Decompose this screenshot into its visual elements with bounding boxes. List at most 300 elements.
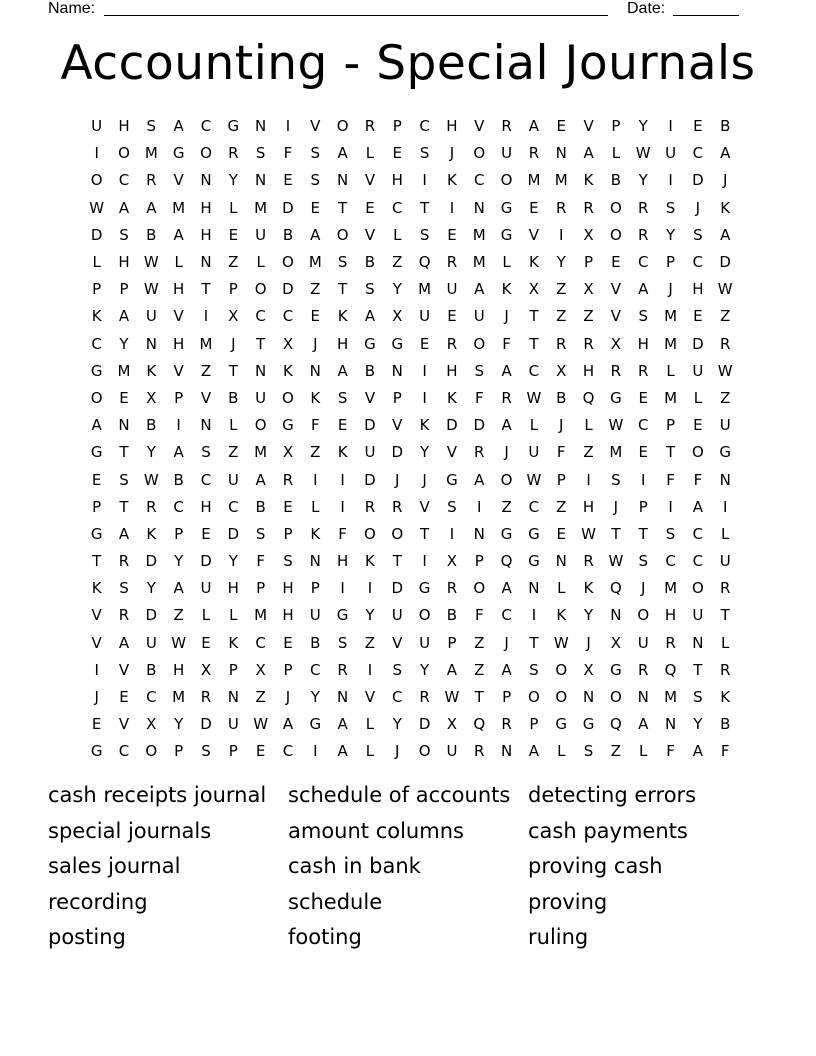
- date-label: Date:: [627, 0, 666, 17]
- grid-letter: O: [691, 443, 704, 462]
- grid-letter: B: [610, 171, 622, 190]
- grid-letter: Z: [392, 253, 403, 272]
- grid-letter: X: [282, 334, 294, 353]
- grid-letter: C: [637, 253, 649, 272]
- grid-letter: I: [422, 552, 427, 571]
- grid-letter: P: [392, 388, 402, 407]
- grid-letter: P: [474, 552, 484, 571]
- grid-letter: Y: [228, 171, 238, 190]
- grid-letter: C: [474, 171, 485, 190]
- grid-letter: R: [583, 552, 594, 571]
- grid-letter: P: [502, 688, 512, 707]
- grid-letter: U: [692, 606, 704, 625]
- grid-letter: G: [500, 198, 513, 217]
- grid-letter: D: [364, 470, 376, 489]
- grid-letter: O: [364, 524, 376, 543]
- grid-letter: D: [227, 524, 240, 543]
- grid-letter: Z: [556, 307, 567, 326]
- grid-letter: L: [201, 606, 211, 625]
- grid-letter: M: [254, 606, 268, 625]
- grid-letter: N: [255, 117, 267, 136]
- grid-letter: G: [582, 715, 595, 734]
- grid-letter: I: [94, 660, 99, 679]
- grid-letter: H: [446, 117, 458, 136]
- grid-letter: R: [419, 688, 430, 707]
- grid-letter: P: [283, 660, 293, 679]
- grid-letter: Y: [392, 280, 402, 299]
- grid-row: [83, 113, 739, 140]
- grid-letter: C: [200, 117, 212, 136]
- grid-letter: S: [474, 361, 485, 380]
- grid-letter: W: [444, 688, 460, 707]
- grid-letter: T: [665, 443, 676, 462]
- grid-letter: U: [446, 742, 458, 761]
- grid-letter: G: [336, 606, 349, 625]
- grid-letter: K: [501, 280, 512, 299]
- grid-letter: C: [146, 688, 157, 707]
- grid-letter: R: [665, 633, 676, 652]
- grid-letter: O: [254, 280, 267, 299]
- grid-letter: O: [254, 416, 267, 435]
- grid-letter: T: [392, 552, 402, 571]
- grid-letter: P: [92, 497, 102, 516]
- grid-letter: O: [500, 470, 513, 489]
- grid-letter: N: [145, 334, 157, 353]
- grid-letter: N: [309, 361, 321, 380]
- grid-letter: H: [446, 361, 458, 380]
- grid-letter: G: [282, 416, 294, 435]
- word-list-item: detecting errors: [528, 783, 697, 807]
- grid-letter: W: [526, 470, 542, 489]
- grid-letter: A: [720, 144, 731, 163]
- grid-letter: T: [611, 524, 621, 543]
- grid-letter: Y: [693, 715, 703, 734]
- grid-letter: U: [91, 117, 103, 136]
- grid-letter: I: [176, 416, 181, 435]
- grid-letter: R: [719, 334, 731, 353]
- grid-letter: A: [118, 307, 130, 326]
- grid-letter: E: [228, 225, 239, 244]
- grid-letter: T: [529, 633, 539, 652]
- grid-letter: O: [609, 225, 622, 244]
- grid-letter: U: [665, 144, 677, 163]
- grid-letter: D: [145, 606, 158, 625]
- grid-letter: N: [637, 688, 649, 707]
- grid-letter: F: [556, 443, 566, 462]
- grid-letter: L: [229, 416, 238, 435]
- grid-letter: K: [146, 524, 157, 543]
- grid-letter: C: [637, 416, 649, 435]
- grid-letter: C: [118, 742, 130, 761]
- name-blank-line: [104, 15, 608, 16]
- grid-letter: B: [310, 633, 321, 652]
- grid-letter: A: [364, 307, 376, 326]
- grid-letter: Z: [228, 443, 239, 462]
- grid-letter: F: [338, 524, 347, 543]
- grid-letter: M: [199, 334, 213, 353]
- grid-letter: S: [255, 524, 266, 543]
- grid-letter: Z: [556, 497, 567, 516]
- grid-letter: J: [504, 633, 509, 652]
- grid-letter: H: [336, 552, 349, 571]
- grid-letter: O: [418, 606, 431, 625]
- grid-letter: R: [501, 715, 512, 734]
- grid-letter: K: [91, 579, 102, 598]
- grid-letter: H: [200, 198, 212, 217]
- grid-letter: Y: [228, 552, 238, 571]
- grid-letter: L: [557, 742, 566, 761]
- grid-letter: A: [583, 144, 594, 163]
- grid-letter: O: [609, 198, 622, 217]
- grid-letter: L: [174, 253, 183, 272]
- grid-letter: K: [556, 606, 567, 625]
- grid-letter: V: [173, 307, 184, 326]
- grid-letter: K: [146, 361, 157, 380]
- grid-letter: M: [554, 171, 568, 190]
- grid-letter: D: [282, 280, 294, 299]
- grid-letter: M: [664, 688, 678, 707]
- word-list-item: special journals: [48, 818, 212, 843]
- grid-letter: S: [447, 497, 457, 516]
- grid-letter: V: [583, 117, 594, 136]
- grid-letter: U: [364, 443, 376, 462]
- grid-letter: J: [94, 688, 99, 707]
- grid-letter: R: [118, 606, 130, 625]
- grid-letter: V: [528, 225, 540, 244]
- grid-letter: K: [337, 443, 348, 462]
- grid-letter: Z: [583, 443, 594, 462]
- grid-letter: M: [418, 280, 432, 299]
- grid-letter: I: [531, 606, 537, 625]
- grid-letter: B: [146, 225, 157, 244]
- grid-letter: X: [446, 715, 458, 734]
- grid-letter: V: [392, 416, 403, 435]
- grid-letter: E: [119, 388, 129, 407]
- grid-letter: B: [255, 497, 266, 516]
- grid-letter: D: [391, 579, 404, 598]
- grid-letter: E: [283, 497, 293, 516]
- grid-letter: D: [719, 253, 731, 272]
- grid-letter: V: [118, 715, 130, 734]
- grid-letter: R: [446, 253, 458, 272]
- grid-letter: K: [337, 307, 348, 326]
- grid-letter: Z: [255, 688, 266, 707]
- grid-letter: I: [340, 579, 345, 598]
- grid-letter: E: [447, 225, 457, 244]
- grid-letter: B: [282, 225, 294, 244]
- grid-letter: D: [364, 416, 376, 435]
- grid-letter: T: [720, 606, 730, 625]
- grid-letter: S: [283, 552, 293, 571]
- grid-letter: T: [228, 361, 238, 380]
- grid-letter: V: [200, 388, 212, 407]
- grid-letter: N: [227, 688, 239, 707]
- grid-letter: F: [474, 606, 484, 625]
- grid-letter: J: [559, 416, 564, 435]
- grid-letter: Y: [420, 660, 430, 679]
- grid-letter: I: [313, 742, 318, 761]
- grid-letter: K: [447, 388, 457, 407]
- grid-letter: I: [449, 524, 455, 543]
- grid-letter: P: [392, 117, 402, 136]
- grid-letter: N: [473, 524, 485, 543]
- grid-letter: A: [282, 715, 294, 734]
- grid-letter: O: [473, 334, 486, 353]
- grid-letter: J: [722, 171, 728, 190]
- word-list-item: amount columns: [288, 818, 464, 843]
- grid-letter: D: [692, 171, 704, 190]
- grid-letter: U: [419, 633, 431, 652]
- header: [48, 0, 748, 20]
- grid-letter: P: [119, 280, 129, 299]
- grid-letter: E: [638, 388, 648, 407]
- grid-letter: H: [200, 225, 212, 244]
- grid-letter: L: [256, 253, 265, 272]
- grid-letter: F: [502, 334, 511, 353]
- grid-letter: J: [613, 497, 619, 516]
- grid-letter: D: [446, 416, 458, 435]
- grid-letter: N: [337, 171, 349, 190]
- grid-letter: U: [719, 416, 731, 435]
- grid-letter: W: [143, 280, 159, 299]
- grid-letter: Y: [174, 715, 184, 734]
- grid-letter: N: [309, 552, 321, 571]
- grid-letter: V: [364, 171, 376, 190]
- grid-letter: H: [391, 171, 403, 190]
- grid-letter: F: [310, 416, 320, 435]
- grid-letter: C: [118, 171, 130, 190]
- grid-letter: C: [692, 253, 704, 272]
- grid-letter: J: [313, 334, 318, 353]
- grid-letter: Y: [146, 579, 156, 598]
- grid-letter: I: [367, 660, 373, 679]
- grid-letter: A: [146, 198, 157, 217]
- grid-letter: H: [200, 497, 212, 516]
- grid-letter: I: [422, 388, 427, 407]
- grid-letter: C: [528, 361, 540, 380]
- grid-letter: I: [668, 117, 673, 136]
- grid-letter: I: [722, 497, 728, 516]
- grid-letter: H: [173, 334, 185, 353]
- grid-letter: L: [584, 416, 593, 435]
- grid-letter: L: [311, 497, 320, 516]
- grid-letter: Q: [582, 388, 595, 407]
- grid-letter: E: [255, 742, 266, 761]
- grid-letter: T: [119, 497, 129, 516]
- grid-letter: Z: [610, 742, 622, 761]
- grid-letter: Y: [119, 334, 129, 353]
- grid-row: [83, 222, 739, 249]
- grid-letter: G: [528, 524, 540, 543]
- grid-letter: X: [200, 660, 212, 679]
- grid-letter: H: [173, 280, 185, 299]
- grid-letter: A: [337, 144, 348, 163]
- grid-letter: Z: [583, 307, 594, 326]
- date-blank-line: [673, 15, 739, 16]
- grid-row: [83, 358, 739, 385]
- grid-letter: C: [282, 742, 294, 761]
- grid-letter: G: [227, 117, 240, 136]
- grid-letter: G: [309, 715, 322, 734]
- grid-letter: T: [338, 198, 348, 217]
- grid-letter: P: [529, 715, 539, 734]
- grid-letter: Z: [228, 253, 239, 272]
- grid-letter: P: [447, 633, 457, 652]
- grid-letter: A: [337, 742, 348, 761]
- grid-letter: T: [256, 334, 266, 353]
- grid-letter: O: [200, 144, 212, 163]
- grid-letter: H: [637, 334, 649, 353]
- grid-letter: C: [392, 688, 403, 707]
- grid-letter: S: [337, 633, 348, 652]
- grid-letter: W: [635, 144, 651, 163]
- grid-row: [83, 412, 739, 439]
- grid-letter: X: [583, 660, 594, 679]
- grid-letter: M: [609, 443, 623, 462]
- grid-letter: M: [664, 334, 678, 353]
- grid-letter: V: [173, 361, 184, 380]
- grid-letter: G: [391, 334, 404, 353]
- word-list-item: sales journal: [48, 854, 181, 878]
- grid-letter: R: [446, 334, 458, 353]
- grid-letter: I: [94, 144, 99, 163]
- grid-letter: W: [89, 198, 105, 217]
- grid-letter: Y: [420, 443, 430, 462]
- grid-letter: W: [253, 715, 269, 734]
- grid-letter: K: [310, 388, 321, 407]
- grid-letter: R: [364, 117, 376, 136]
- grid-letter: A: [692, 497, 704, 516]
- grid-letter: N: [528, 579, 540, 598]
- grid-letter: R: [446, 579, 458, 598]
- grid-letter: L: [693, 388, 703, 407]
- word-list-item: schedule of accounts: [288, 783, 511, 807]
- grid-letter: H: [227, 579, 239, 598]
- grid-letter: H: [582, 497, 595, 516]
- grid-row: [83, 738, 739, 765]
- grid-letter: N: [473, 198, 485, 217]
- grid-letter: F: [474, 388, 484, 407]
- grid-letter: L: [502, 253, 511, 272]
- grid-letter: E: [283, 633, 293, 652]
- grid-letter: R: [638, 361, 649, 380]
- grid-letter: T: [92, 552, 102, 571]
- grid-row: [83, 684, 739, 711]
- grid-letter: U: [227, 470, 239, 489]
- grid-letter: B: [720, 117, 731, 136]
- grid-letter: P: [584, 253, 594, 272]
- grid-letter: U: [419, 307, 431, 326]
- word-list-item: proving cash: [528, 854, 663, 878]
- grid-letter: K: [228, 633, 239, 652]
- grid-row: [83, 140, 739, 167]
- grid-letter: T: [201, 280, 211, 299]
- grid-letter: A: [692, 742, 704, 761]
- word-list-item: cash in bank: [288, 854, 421, 878]
- grid-letter: U: [719, 552, 731, 571]
- grid-letter: X: [583, 280, 594, 299]
- grid-letter: M: [664, 307, 678, 326]
- grid-letter: B: [228, 388, 239, 407]
- grid-row: [83, 466, 739, 493]
- grid-letter: C: [692, 524, 704, 543]
- grid-letter: U: [501, 144, 513, 163]
- grid-letter: E: [693, 117, 703, 136]
- grid-letter: K: [365, 552, 375, 571]
- grid-row: [83, 657, 739, 684]
- grid-letter: A: [337, 361, 348, 380]
- grid-letter: T: [693, 660, 703, 679]
- grid-letter: F: [693, 470, 703, 489]
- grid-letter: U: [637, 633, 649, 652]
- grid-letter: O: [609, 688, 622, 707]
- grid-letter: D: [418, 715, 431, 734]
- grid-letter: O: [418, 742, 431, 761]
- grid-letter: S: [119, 470, 129, 489]
- grid-letter: H: [582, 361, 595, 380]
- grid-letter: I: [340, 470, 345, 489]
- grid-letter: V: [446, 443, 458, 462]
- grid-letter: S: [529, 660, 539, 679]
- grid-letter: R: [528, 144, 540, 163]
- word-list-item: schedule: [288, 889, 383, 914]
- grid-letter: R: [556, 198, 567, 217]
- grid-letter: L: [557, 579, 566, 598]
- grid-letter: Y: [365, 606, 375, 625]
- grid-letter: A: [255, 470, 266, 489]
- grid-letter: L: [529, 416, 539, 435]
- grid-letter: E: [529, 198, 539, 217]
- grid-letter: C: [255, 633, 266, 652]
- grid-letter: B: [364, 361, 376, 380]
- grid-letter: O: [473, 579, 486, 598]
- grid-letter: T: [338, 280, 348, 299]
- grid-letter: O: [555, 688, 568, 707]
- word-list-item: ruling: [528, 925, 589, 949]
- grid-letter: P: [666, 416, 676, 435]
- grid-letter: D: [692, 334, 704, 353]
- grid-letter: L: [666, 361, 675, 380]
- grid-letter: V: [392, 633, 403, 652]
- grid-letter: N: [610, 606, 622, 625]
- grid-letter: A: [638, 715, 649, 734]
- grid-letter: J: [449, 144, 455, 163]
- grid-letter: X: [282, 443, 294, 462]
- grid-letter: E: [638, 443, 648, 462]
- grid-letter: G: [364, 334, 376, 353]
- grid-letter: O: [336, 117, 349, 136]
- grid-letter: A: [173, 443, 184, 462]
- grid-letter: M: [664, 579, 678, 598]
- word-list-item: proving: [528, 889, 608, 914]
- grid-letter: F: [720, 742, 730, 761]
- grid-letter: E: [447, 307, 457, 326]
- grid-letter: E: [91, 470, 102, 489]
- grid-letter: Z: [310, 443, 321, 462]
- grid-letter: E: [201, 633, 211, 652]
- grid-row: [83, 602, 739, 629]
- grid-letter: E: [693, 416, 703, 435]
- grid-letter: O: [637, 606, 650, 625]
- grid-letter: R: [474, 443, 485, 462]
- grid-letter: C: [392, 198, 403, 217]
- grid-letter: F: [666, 742, 675, 761]
- grid-letter: C: [692, 144, 704, 163]
- grid-letter: G: [500, 524, 513, 543]
- grid-letter: R: [146, 171, 157, 190]
- grid-letter: J: [504, 443, 509, 462]
- grid-letter: B: [173, 470, 184, 489]
